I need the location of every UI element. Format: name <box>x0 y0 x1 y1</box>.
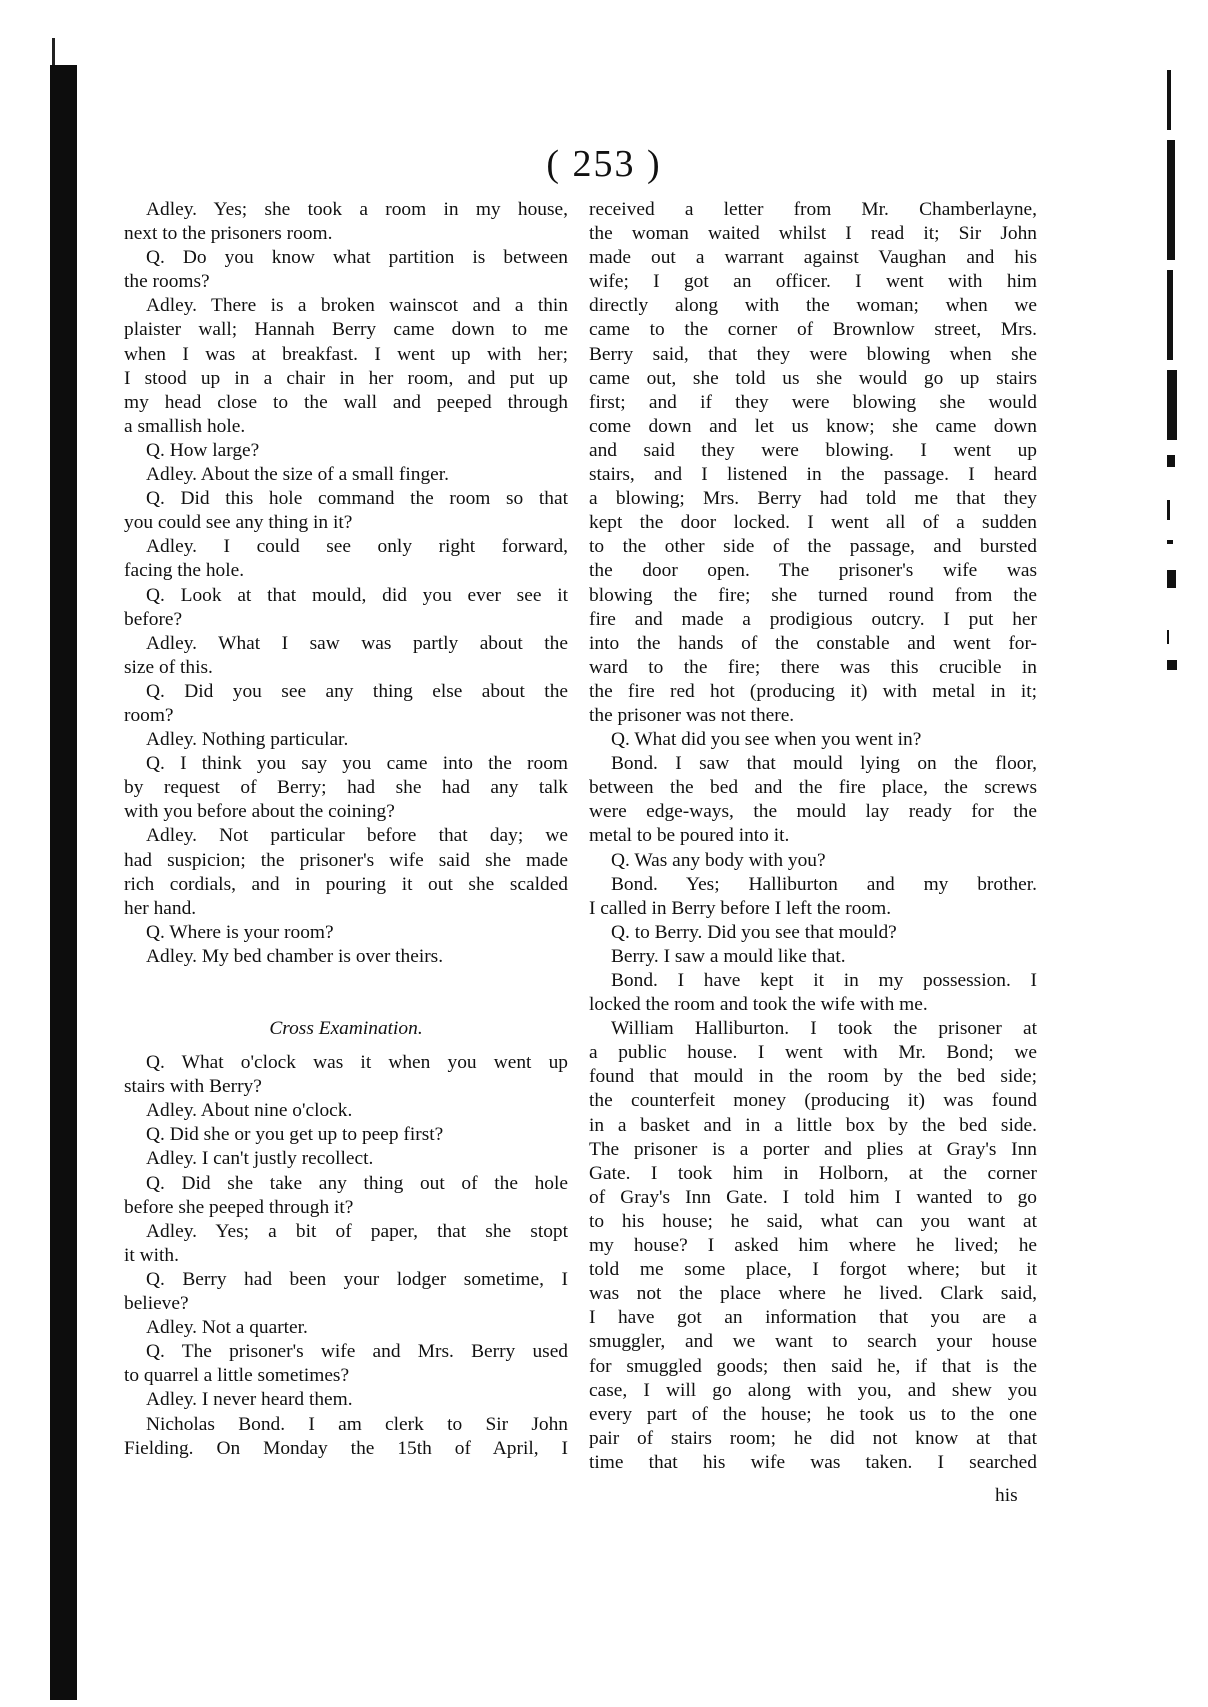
text-line: it with. <box>124 1244 179 1266</box>
text-line: by request of Berry; had she had any talk <box>124 777 568 799</box>
text-line: Q. to Berry. Did you see that mould? <box>611 921 897 943</box>
text-line: I have got an information that you are a <box>589 1307 1037 1329</box>
text-line: in a basket and in a little box by the bed side. <box>589 1114 1037 1136</box>
text-line: Adley. What I saw was partly about the <box>146 632 568 654</box>
text-line: rich cordials, and in pouring it out she scalded <box>124 873 568 895</box>
text-line: Q. Did she or you get up to peep first? <box>146 1124 444 1146</box>
text-line: case, I will go along with you, and shew you <box>589 1379 1037 1401</box>
text-line: Nicholas Bond. I am clerk to Sir John <box>146 1413 568 1435</box>
text-line: between the bed and the fire place, the screws <box>589 777 1037 799</box>
text-line: Q. Look at that mould, did you ever see it <box>146 584 568 606</box>
text-line: Adley. About the size of a small finger. <box>146 464 449 486</box>
text-line: my head close to the wall and peeped through <box>124 391 568 413</box>
text-line: were edge-ways, the mould lay ready for the <box>589 801 1037 823</box>
text-line: next to the prisoners room. <box>124 223 333 245</box>
text-line: Adley. I can't justly recollect. <box>146 1148 374 1170</box>
section-gap <box>124 969 568 1017</box>
text-line: metal to be poured into it. <box>589 825 790 847</box>
text-line: Bond. Yes; Halliburton and my brother. <box>611 873 1037 895</box>
text-line: and said they were blowing. I went up <box>589 439 1037 461</box>
text-line: my house? I asked him where he lived; he <box>589 1235 1037 1257</box>
text-line: the counterfeit money (producing it) was found <box>589 1090 1037 1112</box>
text-line: the rooms? <box>124 271 210 293</box>
text-line: before she peeped through it? <box>124 1196 354 1218</box>
text-line: pair of stairs room; he did not know at that <box>589 1427 1037 1449</box>
text-line: Q. Did she take any thing out of the hole <box>146 1172 568 1194</box>
text-line: when I was at breakfast. I went up with her; <box>124 343 568 365</box>
text-line: a public house. I went with Mr. Bond; we <box>589 1042 1037 1064</box>
text-line: Gate. I took him in Holborn, at the corner <box>589 1162 1037 1184</box>
text-line: with you before about the coining? <box>124 801 395 823</box>
text-line: the woman waited whilst I read it; Sir John <box>589 223 1037 245</box>
text-line: Bond. I saw that mould lying on the floor, <box>611 753 1037 775</box>
text-line: told me some place, I forgot where; but it <box>589 1259 1037 1281</box>
text-line: Q. Did this hole command the room so that <box>146 488 568 510</box>
text-line: stairs, and I listened in the passage. I heard <box>589 464 1037 486</box>
text-line: Adley. Yes; she took a room in my house, <box>146 199 568 220</box>
text-line: size of this. <box>124 656 213 678</box>
text-line: wife; I got an officer. I went with him <box>589 271 1037 293</box>
text-line: the fire red hot (producing it) with metal in it; <box>589 680 1037 702</box>
text-line: Q. What did you see when you went in? <box>611 729 922 751</box>
text-line: room? <box>124 704 174 726</box>
text-line: Adley. About nine o'clock. <box>146 1100 353 1122</box>
text-line: believe? <box>124 1293 189 1315</box>
text-line: received a letter from Mr. Chamberlayne, <box>589 199 1037 220</box>
text-line: facing the hole. <box>124 560 245 582</box>
text-line: came to the corner of Brownlow street, Mrs. <box>589 319 1037 341</box>
section-gap <box>124 1041 568 1051</box>
text-line: stairs with Berry? <box>124 1076 262 1098</box>
text-line: Adley. My bed chamber is over theirs. <box>146 945 444 967</box>
text-line: into the hands of the constable and went for- <box>589 632 1037 654</box>
text-line: Bond. I have kept it in my possession. I <box>611 970 1037 991</box>
text-line: blowing the fire; she turned round from the <box>589 584 1037 606</box>
text-line: Q. Do you know what partition is between <box>146 247 568 269</box>
text-line: Q. Where is your room? <box>146 921 334 943</box>
text-line: time that his wife was taken. I searched <box>589 1451 1037 1473</box>
text-line: Q. I think you say you came into the room <box>146 753 568 775</box>
text-line: I stood up in a chair in her room, and put up <box>124 367 568 389</box>
text-line: smuggler, and we want to search your house <box>589 1331 1037 1353</box>
text-line: I called in Berry before I left the room. <box>589 897 892 919</box>
text-line: Berry. I saw a mould like that. <box>611 945 846 967</box>
text-line: directly along with the woman; when we <box>589 295 1037 317</box>
page-binding-shadow <box>50 65 77 1700</box>
text-line: ward to the fire; there was this crucible in <box>589 656 1037 678</box>
text-line: Adley. I could see only right forward, <box>146 536 568 558</box>
text-line: was not the place where he lived. Clark said, <box>589 1283 1037 1305</box>
text-line: kept the door locked. I went all of a sudden <box>589 512 1037 534</box>
text-line: a smallish hole. <box>124 415 246 437</box>
right-column <box>589 198 1037 1475</box>
text-line: the door open. The prisoner's wife was <box>589 560 1037 582</box>
text-line: found that mould in the room by the bed side; <box>589 1066 1037 1088</box>
text-line: Q. The prisoner's wife and Mrs. Berry used <box>146 1341 568 1363</box>
left-column <box>124 198 568 1461</box>
right-edge-scan-marks <box>1167 70 1181 870</box>
text-line: to quarrel a little sometimes? <box>124 1365 350 1387</box>
text-line: first; and if they were blowing she would <box>589 391 1037 413</box>
page-number: ( 253 ) <box>546 143 662 185</box>
text-line: a blowing; Mrs. Berry had told me that they <box>589 488 1037 510</box>
text-line: Q. Did you see any thing else about the <box>146 680 568 702</box>
text-line: Berry said, that they were blowing when she <box>589 343 1037 365</box>
text-line: fire and made a prodigious outcry. I put her <box>589 608 1037 630</box>
text-line: had suspicion; the prisoner's wife said she made <box>124 849 568 871</box>
text-line: Fielding. On Monday the 15th of April, I <box>124 1437 568 1459</box>
text-line: plaister wall; Hannah Berry came down to me <box>124 319 568 341</box>
text-line: Q. Berry had been your lodger sometime, I <box>146 1268 568 1290</box>
text-line: Adley. Not particular before that day; we <box>146 825 568 847</box>
text-line: Q. How large? <box>146 439 260 461</box>
text-line: to his house; he said, what can you want at <box>589 1210 1037 1232</box>
text-line: for smuggled goods; then said he, if that is the <box>589 1355 1037 1377</box>
text-line: her hand. <box>124 897 197 919</box>
catchword: his <box>995 1485 1018 1506</box>
text-line: The prisoner is a porter and plies at Gray's Inn <box>589 1138 1037 1160</box>
text-line: to the other side of the passage, and bursted <box>589 536 1037 558</box>
text-line: made out a warrant against Vaughan and his <box>589 247 1037 269</box>
text-line: Adley. I never heard them. <box>146 1389 353 1411</box>
text-line: you could see any thing in it? <box>124 512 353 534</box>
text-line: before? <box>124 608 183 630</box>
text-line: locked the room and took the wife with me. <box>589 994 928 1016</box>
text-line: every part of the house; he took us to the one <box>589 1403 1037 1425</box>
text-line: the prisoner was not there. <box>589 704 795 726</box>
text-line: came out, she told us she would go up stairs <box>589 367 1037 389</box>
section-heading: Cross Examination. <box>269 1018 423 1039</box>
text-line: Adley. Nothing particular. <box>146 729 349 751</box>
text-line: come down and let us know; she came down <box>589 415 1037 437</box>
text-line: William Halliburton. I took the prisoner at <box>611 1018 1037 1040</box>
text-line: Adley. Not a quarter. <box>146 1317 308 1339</box>
text-line: Adley. Yes; a bit of paper, that she stopt <box>146 1220 568 1242</box>
binding-mark <box>52 38 55 68</box>
text-line: of Gray's Inn Gate. I told him I wanted to go <box>589 1186 1037 1208</box>
text-line: Adley. There is a broken wainscot and a thin <box>146 295 568 317</box>
text-line: Q. Was any body with you? <box>611 849 826 871</box>
text-line: Q. What o'clock was it when you went up <box>146 1052 568 1074</box>
